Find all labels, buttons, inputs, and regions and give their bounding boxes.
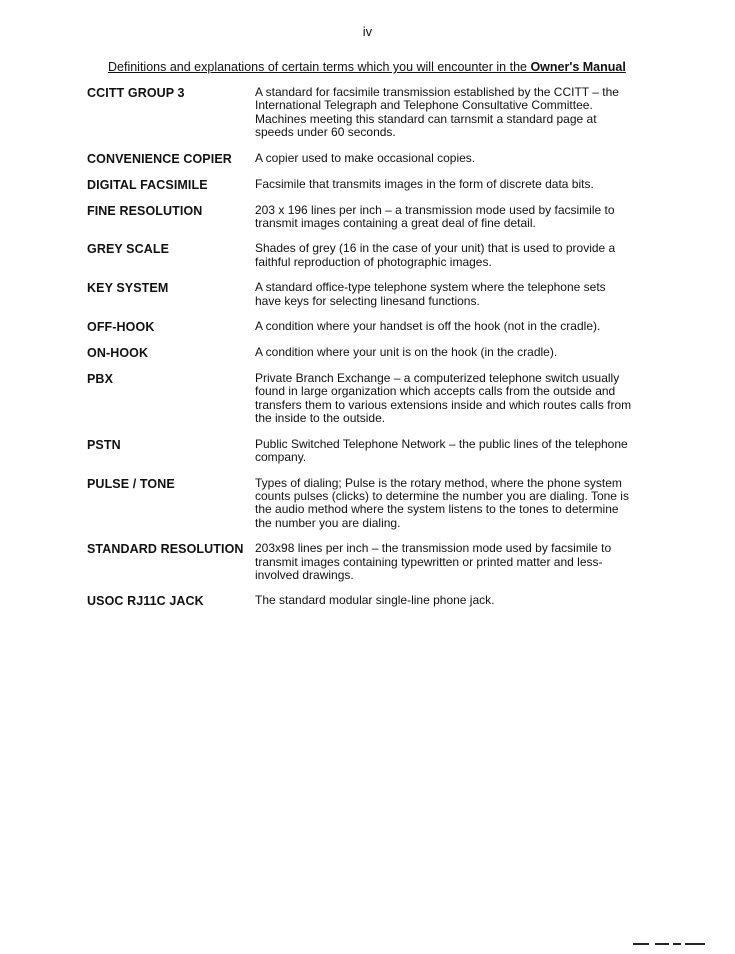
glossary-entry: [87, 320, 632, 334]
glossary-entry: [87, 204, 632, 231]
term: FINE RESOLUTION: [87, 203, 203, 218]
glossary-entry: [87, 281, 632, 308]
glossary: [87, 86, 632, 608]
term: KEY SYSTEM: [87, 281, 169, 296]
definition: A copier used to make occasional copies.: [255, 150, 476, 165]
glossary-entry: [87, 438, 632, 465]
glossary-entry: [87, 346, 632, 360]
intro-text: Definitions and explanations of certain terms which you will encounter in the: [108, 60, 531, 74]
definition: A condition where your unit is on the hook (in the cradle).: [255, 345, 558, 360]
glossary-entry: [87, 242, 632, 269]
glossary-entry: [87, 542, 632, 582]
glossary-entry: [87, 372, 632, 426]
term: GREY SCALE: [87, 242, 170, 257]
intro-manual-title: Owner's Manual: [530, 60, 626, 74]
definition: A standard for facsimile transmission established by the CCITT – the International Telegraph and Telephone Consultative Committee. Machines meeting this standard can tarnsmit a standard page at speeds under 60 seconds.: [255, 85, 619, 140]
glossary-entry: [87, 178, 632, 192]
glossary-entry: [87, 86, 632, 140]
definition: A condition where your handset is off the hook (not in the cradle).: [255, 319, 601, 334]
term: OFF-HOOK: [87, 320, 155, 335]
term: CCITT GROUP 3: [87, 86, 185, 100]
term: STANDARD RESOLUTION: [87, 542, 244, 557]
term: PSTN: [87, 437, 121, 452]
definition: Public Switched Telephone Network – the public lines of the telephone company.: [255, 436, 628, 465]
definition: Shades of grey (16 in the case of your unit) that is used to provide a faithful reproduction of photographic images.: [255, 241, 616, 269]
term: PBX: [87, 372, 114, 387]
glossary-entry: [87, 477, 632, 531]
term: DIGITAL FACSIMILE: [87, 177, 208, 192]
intro-heading: [108, 60, 626, 74]
term: CONVENIENCE COPIER: [87, 151, 232, 166]
definition: Facsimile that transmits images in the form of discrete data bits.: [255, 176, 594, 191]
definition: The standard modular single-line phone jack.: [255, 593, 495, 608]
definition: 203 x 196 lines per inch – a transmission mode used by facsimile to transmit images containing a great deal of fine detail.: [255, 202, 615, 231]
glossary-entry: [87, 594, 632, 608]
page-number: iv: [362, 24, 373, 39]
term: PULSE / TONE: [87, 476, 175, 491]
definition: 203x98 lines per inch – the transmission mode used by facsimile to transmit images containing typewritten or printed matter and less-involved drawings.: [255, 541, 612, 582]
term: USOC RJ11C JACK: [87, 594, 204, 609]
glossary-entry: [87, 152, 632, 166]
definition: A standard office-type telephone system where the telephone sets have keys for selecting linesand functions.: [255, 280, 606, 308]
definition: Types of dialing; Pulse is the rotary method, where the phone system counts pulses (clicks) to determine the number you are dialing. Tone is the audio method where the system listens to the tones to determine the number you are dialing.: [255, 475, 629, 530]
definition: Private Branch Exchange – a computerized telephone switch usually found in large organization which accepts calls from the outside and transfers them to various extensions inside and which routes calls from the inside to the outside.: [255, 371, 632, 426]
term: ON-HOOK: [87, 346, 149, 361]
scan-artifact-mark: [633, 942, 705, 946]
